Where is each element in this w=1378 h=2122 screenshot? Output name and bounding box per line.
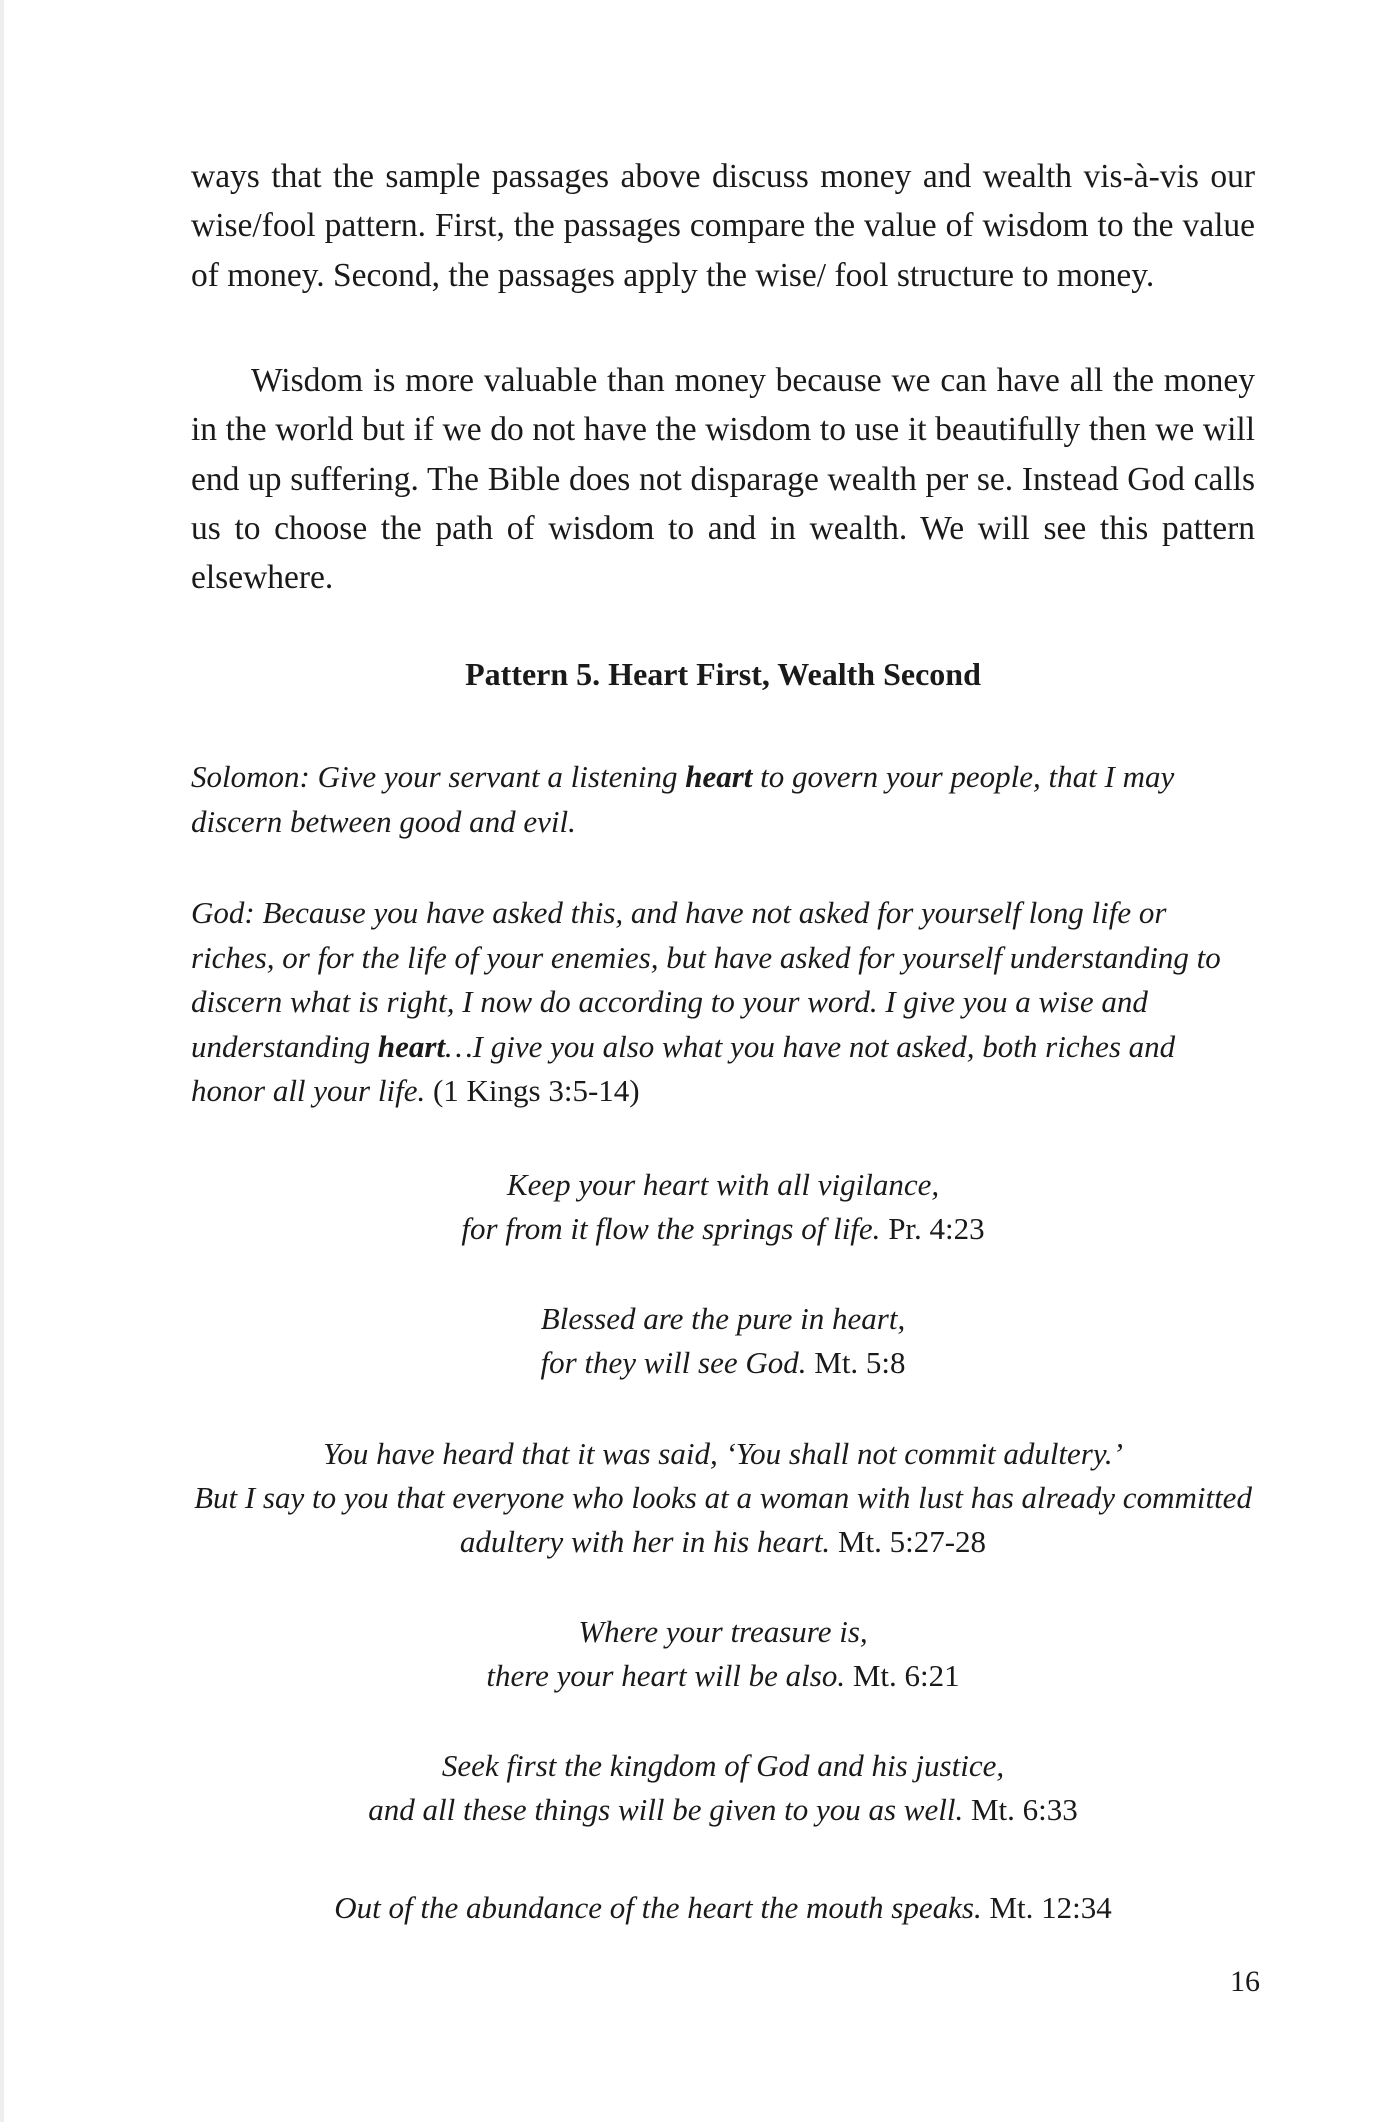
verse-matthew-6-21 <box>191 1610 1255 1698</box>
verse-line: But I say to you that everyone who looks at a woman with lust has already committed adultery with her in his heart. <box>194 1480 1252 1559</box>
quote-text: …I give you also what you have not asked, both riches and honor all your life. <box>191 1028 1176 1108</box>
verse-matthew-12-34 <box>191 1886 1255 1930</box>
verse-line: and all these things will be given to you as well. <box>368 1792 964 1827</box>
quote-god <box>191 891 1255 1114</box>
body-paragraph-2: Wisdom is more valuable than money because we can have all the money in the world but if we do not have the wisdom to use it beautifully then we will end up suffering. The Bible does not disparage wealth per se. Instead God calls us to choose the path of wisdom to and in wealth. We will see this pattern elsewhere. <box>191 362 1255 597</box>
body-paragraph-1: ways that the sample passages above discuss money and wealth vis-à-vis our wise/fool pattern. First, the passages compare the value of wisdom to the value of money. Second, the passages apply the wise/ fool structure to money. <box>191 158 1255 294</box>
page-number: 16 <box>1230 1965 1260 1998</box>
scripture-reference: (1 Kings 3:5-14) <box>425 1073 640 1108</box>
verse-matthew-5-27-28 <box>191 1432 1255 1564</box>
scripture-reference: Pr. 4:23 <box>880 1211 985 1246</box>
verse-matthew-6-33 <box>191 1744 1255 1832</box>
verse-line: Out of the abundance of the heart the mouth speaks. <box>334 1890 982 1925</box>
scripture-reference: Mt. 12:34 <box>981 1890 1112 1925</box>
scripture-reference: Mt. 6:33 <box>963 1792 1078 1827</box>
scripture-reference: Mt. 5:27-28 <box>830 1524 987 1559</box>
emphasis-heart: heart <box>685 759 753 794</box>
scripture-reference: Mt. 6:21 <box>845 1658 960 1693</box>
quote-solomon <box>191 755 1255 844</box>
verse-proverbs-4-23 <box>191 1163 1255 1251</box>
verse-line: Where your treasure is, <box>578 1614 868 1649</box>
verse-line: there your heart will be also. <box>486 1658 846 1693</box>
verse-line: for they will see God. <box>540 1345 807 1380</box>
emphasis-heart: heart <box>377 1028 446 1064</box>
page-edge <box>0 0 4 2122</box>
verse-line: Seek first the kingdom of God and his justice, <box>441 1748 1005 1783</box>
verse-line: You have heard that it was said, ‘You shall not commit adultery.’ <box>322 1436 1123 1471</box>
quote-text: to govern your people, that I may discern between good and evil. <box>191 759 1175 839</box>
scripture-reference: Mt. 5:8 <box>806 1345 906 1380</box>
verse-line: Blessed are the pure in heart, <box>540 1301 906 1336</box>
quote-text: Solomon: Give your servant a listening <box>191 759 686 794</box>
section-heading: Pattern 5. Heart First, Wealth Second <box>465 656 981 692</box>
verse-matthew-5-8 <box>191 1297 1255 1385</box>
quote-text: God: Because you have asked this, and have not asked for yourself long life or riches, or for the life of your enemies, but have asked for yourself understanding to discern what is right, I now do according to your word. I give you a wise and understanding <box>191 895 1221 1064</box>
verse-line: Keep your heart with all vigilance, <box>506 1167 940 1202</box>
verse-line: for from it flow the springs of life. <box>461 1211 881 1246</box>
